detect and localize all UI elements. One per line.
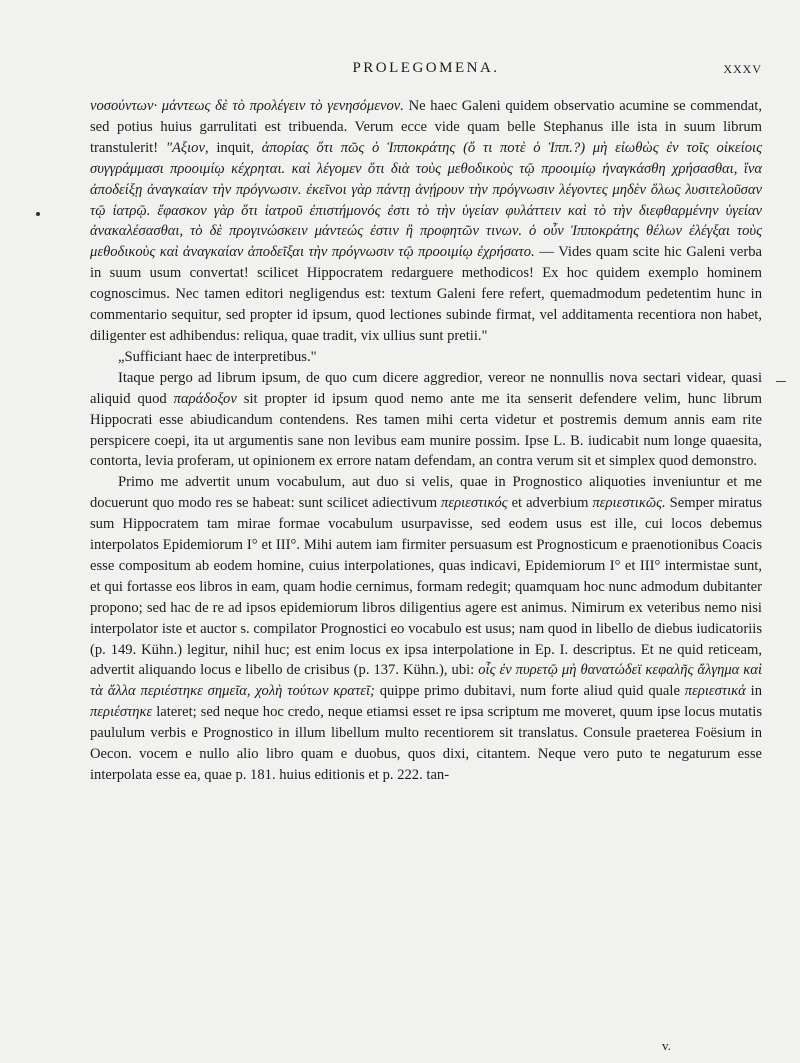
- page-number: XXXV: [723, 62, 762, 76]
- greek-text: παράδοξον: [173, 390, 237, 407]
- margin-dot-mark: [36, 212, 40, 216]
- paragraph: [90, 472, 762, 786]
- greek-text: περιέστηκε: [90, 704, 153, 721]
- greek-text: "Αξιον,: [165, 139, 209, 156]
- latin-text: — Vides quam scite hic Galeni verba in suum usum convertat! scilicet Hippocratem redarguere methodicos! Ex hoc quidem exemplo hominem cognoscimus. Nec tamen editori negligendus est: textum Galeni fere refert, quemadmodum pedetentim hunc in commentario sequitur, sed propter id ipsum, quod lectiones subinde firmat, vel additamenta recentiora non habet, diligenter est adhibendus: reliqua, quae tradit, vix ullius sunt pretii.": [90, 244, 762, 344]
- greek-text: ἀπορίας ὅτι πῶς ὁ Ἱπποκράτης (ὅ τι ποτὲ ὁ Ἱππ.?) μὴ εἰωθὼς ἐν τοῖς οἰκείοις συγγράμμασι προοιμίῳ κέχρηται. καὶ λέγομεν ὅτι διὰ τοὺς μεθοδικοὺς τῷ προοιμίῳ ἠναγκάσθη χρήσασθαι, ἵνα ἀποδείξῃ ἀναγκαίαν τὴν πρόγνωσιν. ἐκεῖνοι γὰρ πάντῃ ἀνῄρουν τὴν πρόγνωσιν λέγοντες μηδὲν ὅλως λυσιτελοῦσαν τῷ ἰατρῷ. ἔφασκον γὰρ ὅτι ἰατροῦ ἐπιστήμονός ἐστι τὸ τὴν ὑγείαν φυλάττειν καὶ τὸ τὴν διεφθαρμένην ὑγείαν ἀνακαλέσασθαι, τὸ δὲ προγινώσκειν μάντεώς ἐστιν ἢ προφητῶν τινων. ὁ οὖν Ἱπποκράτης θέλων ἐλέγξαι τοὺς μεθοδικοὺς καὶ ἀναγκαίαν ἀποδεῖξαι τὴν πρόγνωσιν τῷ προοιμίῳ ἐχρήσατο.: [90, 139, 762, 261]
- latin-text: et adverbium: [507, 495, 593, 512]
- latin-text: lateret; sed neque hoc credo, neque etiamsi esset re ipsa scriptum me moveret, quum ipse locus mutatis paululum verbis e Prognostico in illum libellum multo recentiorem sit translatus. Consule praeterea Foësium in Oecon. vocem e nullo alio libro quam e duobus, quos dixi, citantem. Neque vero puto te negaturum esse interpolata esse ea, quae p. 181. huius editionis et p. 222. tan-: [90, 704, 762, 783]
- body-text: [90, 96, 762, 786]
- running-title: PROLEGOMENA.: [352, 60, 500, 76]
- latin-text: „Sufficiant haec de interpretibus.": [118, 348, 317, 365]
- latin-text: Semper miratus sum Hippocratem tam mirae formae vocabulum usurpavisse, sed eodem usus est ille, cui locos debemus interpolatos Epidemiorum I° et III°. Mihi autem iam firmiter persuasum est Prognosticum e praenotionibus Coacis esse compositum ab eodem homine, cuius interpolationes, quas indicavi, Epidemiorum I° et III° intermistae sunt, et qui fortasse eos libros in eam, quam hodie cernimus, formam redegit; quamquam hoc nunc admodum dubitanter propono; sed hac de re ad ipsos epidemiorum libros diligentius agere est animus. Nimirum ex veteribus nemo nisi interpolator iste et auctor s. compilator Prognostici eo vocabulo est usus; nam quod in libello de diebus iudicatoriis (p. 149. Kühn.) legitur, nihil huc; est enim locus ex ipsa interpolatione in Ep. I. descriptus. Et ne quid reticeam, advertit aliquando locus e libello de crisibus (p. 137. Kühn.), ubi:: [90, 495, 762, 679]
- paragraph: [90, 96, 762, 347]
- latin-text: sit propter id ipsum quod nemo ante me ita senserit defendere velim, hunc librum Hippocrati esse abiudicandum contendens. Res tamen mihi certa videtur et postremis demum annis eam rite perspicere coepi, ita ut argumentis sane non levibus eam munire possim. Ipse L. B. iudicabit num longe quaesita, contorta, levia proferam, ut opinionem ex errore natam defendam, an contra verum sit et simplex quod demonstro.: [90, 390, 762, 470]
- latin-text: in: [745, 683, 762, 700]
- latin-text: quippe primo dubitavi, num forte aliud quid quale: [374, 683, 685, 700]
- latin-text: Primo me advertit unum vocabulum, aut duo si velis, quae in Prognostico aliquoties inveniuntur et me docuerunt quo modo res se habeat: sunt scilicet adiectivum: [90, 474, 762, 512]
- catchword: v.: [662, 1038, 671, 1053]
- paragraph: [90, 347, 762, 368]
- page-header: [90, 60, 762, 82]
- paragraph: [90, 368, 762, 473]
- greek-text: οἷς ἐν πυρετῷ μὴ θανατώδεϊ κεφαλῆς ἄλγημα καὶ τὰ ἄλλα περιέστηκε σημεῖα, χολὴ τούτων κρατεῖ;: [90, 662, 762, 700]
- greek-text: περιεστικός: [441, 495, 508, 512]
- greek-text: περιεστικῶς.: [592, 495, 666, 512]
- margin-dash-mark: [776, 381, 786, 382]
- latin-text: inquit,: [208, 139, 262, 156]
- greek-text: νοσούντων· μάντεως δὲ τὸ προλέγειν τὸ γενησόμενον.: [90, 98, 404, 114]
- latin-text: Ne haec Galeni quidem observatio acumine se commendat, sed potius huius garrulitati est tribuenda. Verum ecce vide quam belle Stephanus ille ista in suum librum transtulerit!: [90, 98, 762, 156]
- greek-text: περιεστικά: [684, 683, 746, 700]
- latin-text: Itaque pergo ad librum ipsum, de quo cum dicere aggredior, vereor ne nonnullis nova sectari videar, quasi aliquid quod: [90, 369, 762, 407]
